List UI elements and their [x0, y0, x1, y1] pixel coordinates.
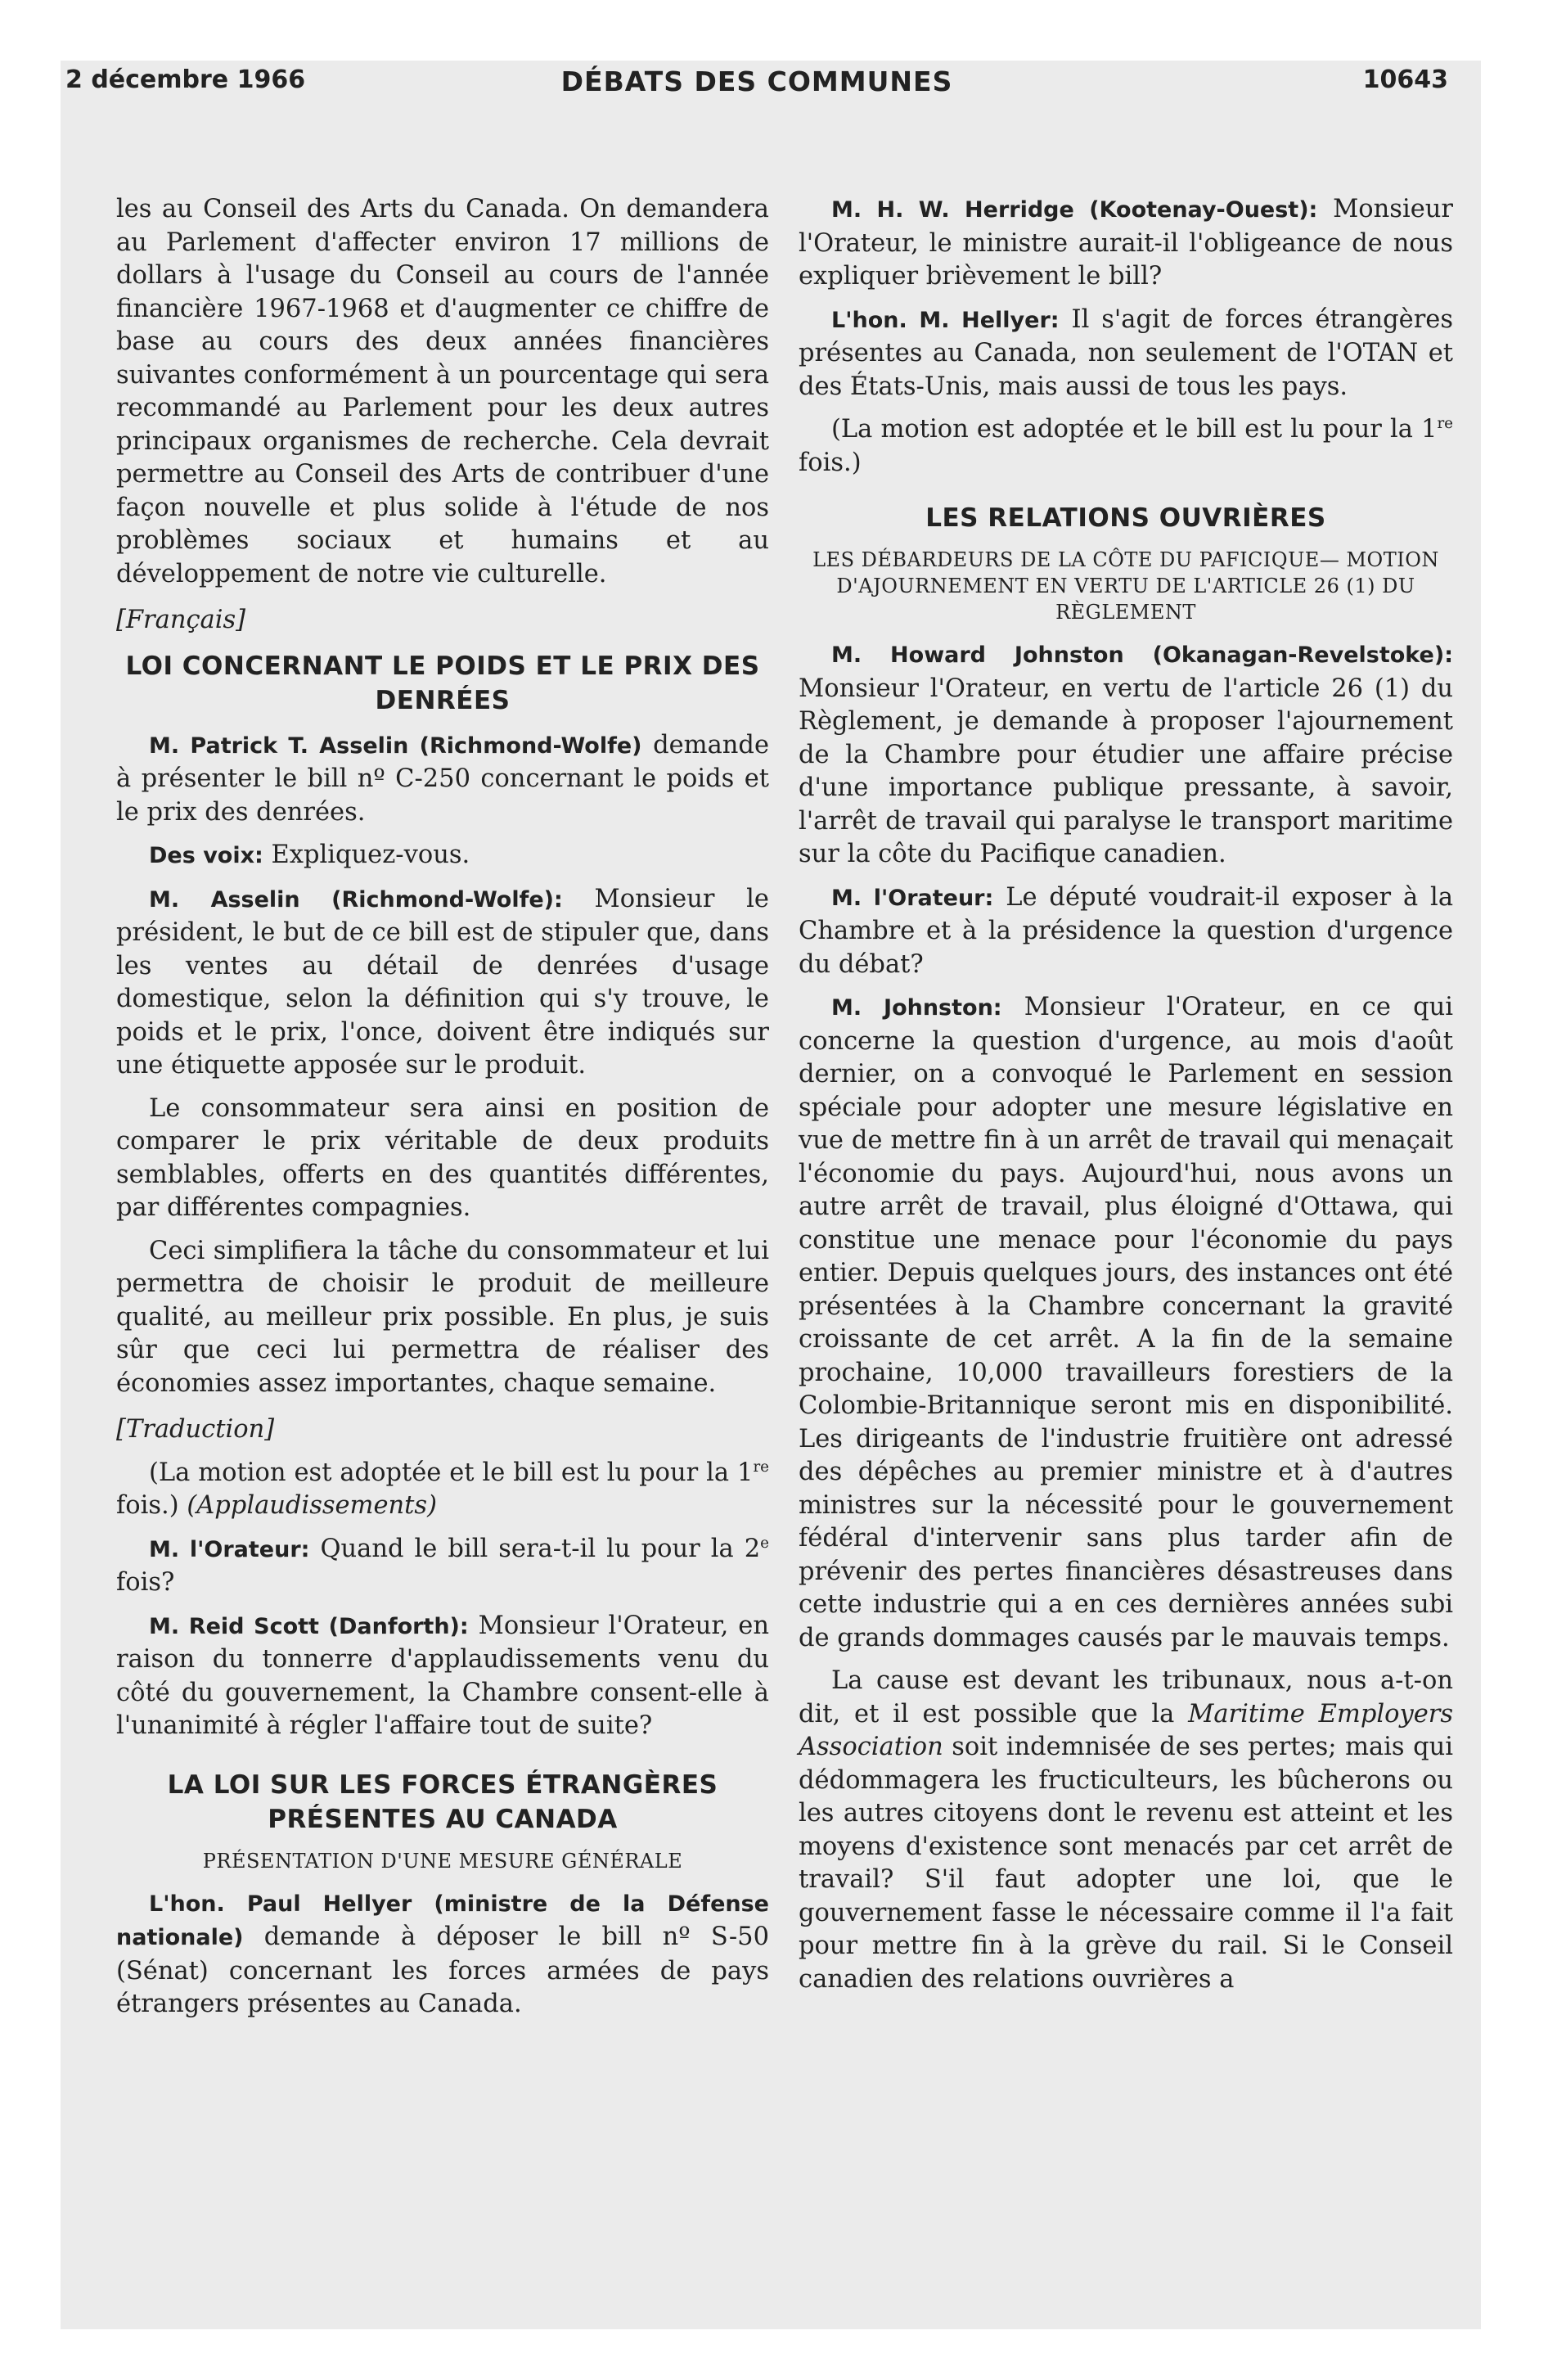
speaker-name: M. H. W. Herridge (Kootenay-Ouest):: [831, 197, 1318, 223]
page-number: 10643: [1362, 65, 1448, 94]
speaker-name: M. Howard Johnston (Okanagan-Revelstoke):: [831, 642, 1453, 668]
procedural-note: (La motion est adoptée et le bill est lu pour la 1re fois.) (Applaudissements): [116, 1458, 769, 1520]
paragraph: Ceci simplifiera la tâche du consommateur et lui permettra de choisir le produit de meilleure qualité, au meilleur prix possible. En plus, je suis sûr que ceci lui permettra de réaliser des économies assez importantes, chaque semaine.: [116, 1236, 769, 1398]
paragraph: M. l'Orateur: Quand le bill sera-t-il lu pour la 2e fois?: [116, 1534, 769, 1597]
speaker-name: M. l'Orateur:: [149, 1536, 310, 1562]
publication-title: DÉBATS DES COMMUNES: [560, 65, 953, 97]
speech-text: Expliquez-vous.: [263, 841, 470, 869]
paragraph: les au Conseil des Arts du Canada. On demandera au Parlement d'affecter environ 17 millions de dollars à l'usage du Conseil au cours de l'année financière 1967-1968 et d'augmenter ce chiffre de base au cours des deux années financières suivantes conformément à un pourcentage qui sera recommandé au Parlement pour les deux autres principaux organismes de recherche. Cela devrait permettre au Conseil des Arts de contribuer d'une façon nouvelle et plus solide à l'étude de nos problèmes sociaux et humains et au développement de notre vie culturelle.: [116, 195, 769, 588]
speech-text: demande à déposer le bill nº S-50 (Sénat) concernant les forces armées de pays étrangers présentes au Canada.: [116, 1922, 769, 2018]
speech-text: Monsieur l'Orateur, en ce qui concerne la question d'urgence, au mois d'août dernier, on a convoqué le Parlement en session spéciale pour adopter une mesure législative en vue de mettre fin à un arrêt de travail qui menaçait l'économie du pays. Aujourd'hui, nous avons un autre arrêt de travail, plus éloigné d'Ottawa, qui constitue une menace pour l'économie du pays entier. Depuis quelques jours, des instances ont été présentées à la Chambre concernant la gravité croissante de cet arrêt. A la fin de la semaine prochaine, 10,000 travailleurs forestiers de la Colombie-Britannique seront mis en disponibilité. Les dirigeants de l'industrie fruitière ont adressé des dépêches au premier ministre et à d'autres ministres sur la nécessité pour le gouvernement fédéral d'intervenir sans plus tarder afin de prévenir des pertes financières désastreuses dans cette industrie qui a en ces dernières années subi de grands dommages causés par le mauvais temps.: [799, 993, 1454, 1652]
speech-text: Monsieur l'Orateur, le ministre aurait-il l'obligeance de nous expliquer brièvement le bill?: [799, 195, 1453, 291]
speaker-name: M. Patrick T. Asselin (Richmond-Wolfe): [149, 732, 642, 759]
right-column: [799, 193, 1453, 2006]
paragraph: [799, 304, 1453, 404]
speech-text: Le député voudrait-il exposer à la Chambre et à la présidence la question d'urgence du débat?: [799, 882, 1453, 979]
paragraph: [116, 1887, 769, 2022]
paragraph: [799, 638, 1453, 872]
language-marker: [Traduction]: [116, 1415, 275, 1444]
speaker-name: Des voix:: [149, 843, 263, 868]
procedural-note: (La motion est adoptée et le bill est lu pour la 1re fois.): [799, 414, 1453, 477]
section-heading: LA LOI SUR LES FORCES ÉTRANGÈRES PRÉSENTES AU CANADA: [167, 1769, 718, 1834]
speaker-name: M. l'Orateur:: [831, 885, 994, 911]
speech-text: Monsieur le président, le but de ce bill est de stipuler que, dans les ventes au détail de denrées d'usage domestique, selon la définition qui s'y trouve, le poids et le prix, l'once, doivent être indiqués sur une étiquette apposée sur le produit.: [116, 884, 769, 1080]
paragraph: [799, 991, 1453, 1655]
paragraph: [116, 883, 769, 1083]
paragraph: [799, 881, 1453, 982]
speech-text: demande à présenter le bill nº C-250 concernant le poids et le prix des denrées.: [116, 730, 769, 827]
speaker-name: M. Asselin (Richmond-Wolfe):: [149, 886, 563, 913]
speaker-name: M. Johnston:: [831, 995, 1002, 1021]
paragraph: [116, 1610, 769, 1743]
left-column: [116, 193, 769, 2031]
paragraph: La cause est devant les tribunaux, nous a-t-on dit, et il est possible que la Maritime Employers Association soit indemnisée de ses pertes; mais qui dédommagera les fructiculteurs, les bûcherons ou les autres citoyens dont le revenu est atteint et les moyens d'existence sont menacés par cet arrêt de travail? S'il faut adopter une loi, que le gouvernement fasse le nécessaire comme il l'a fait pour mettre fin à la grève du rail. Si le Conseil canadien des relations ouvrières a: [799, 1666, 1453, 1994]
paragraph: [116, 729, 769, 830]
paragraph: Le consommateur sera ainsi en position de comparer le prix véritable de deux produits semblables, offerts en des quantités différentes, par différentes compagnies.: [116, 1093, 769, 1222]
speech-text: Monsieur l'Orateur, en vertu de l'article 26 (1) du Règlement, je demande à proposer l'ajournement de la Chambre pour étudier une affaire précise d'une importance publique pressante, à savoir, l'arrêt de travail qui paralyse le transport maritime sur la côte du Pacifique canadien.: [799, 674, 1453, 868]
speaker-name: L'hon. Paul Hellyer (ministre de la Défense nationale): [116, 1891, 769, 1950]
header-date: 2 décembre 1966: [65, 65, 306, 94]
section-heading: LOI CONCERNANT LE POIDS ET LE PRIX DES DENRÉES: [125, 651, 760, 715]
subsection-heading: LES DÉBARDEURS DE LA CÔTE DU PAFICIQUE— MOTION D'AJOURNEMENT EN VERTU DE L'ARTICLE 26 (1) DU RÈGLEMENT: [812, 548, 1439, 624]
speaker-name: L'hon. M. Hellyer:: [831, 307, 1060, 333]
section-heading: LES RELATIONS OUVRIÈRES: [925, 503, 1326, 533]
speaker-name: M. Reid Scott (Danforth):: [149, 1613, 469, 1639]
subsection-heading: PRÉSENTATION D'UNE MESURE GÉNÉRALE: [202, 1849, 683, 1873]
page-header: [65, 65, 1448, 105]
paragraph: [116, 839, 769, 873]
language-marker: [Français]: [116, 606, 246, 634]
speech-text: Il s'agit de forces étrangères présentes au Canada, non seulement de l'OTAN et des États-Unis, mais aussi de tous les pays.: [799, 304, 1453, 401]
paragraph: [799, 193, 1453, 294]
speech-text: Monsieur l'Orateur, en raison du tonnerre d'applaudissements venu du côté du gouvernement, la Chambre consent-elle à l'unanimité à régler l'affaire tout de suite?: [116, 1611, 769, 1740]
